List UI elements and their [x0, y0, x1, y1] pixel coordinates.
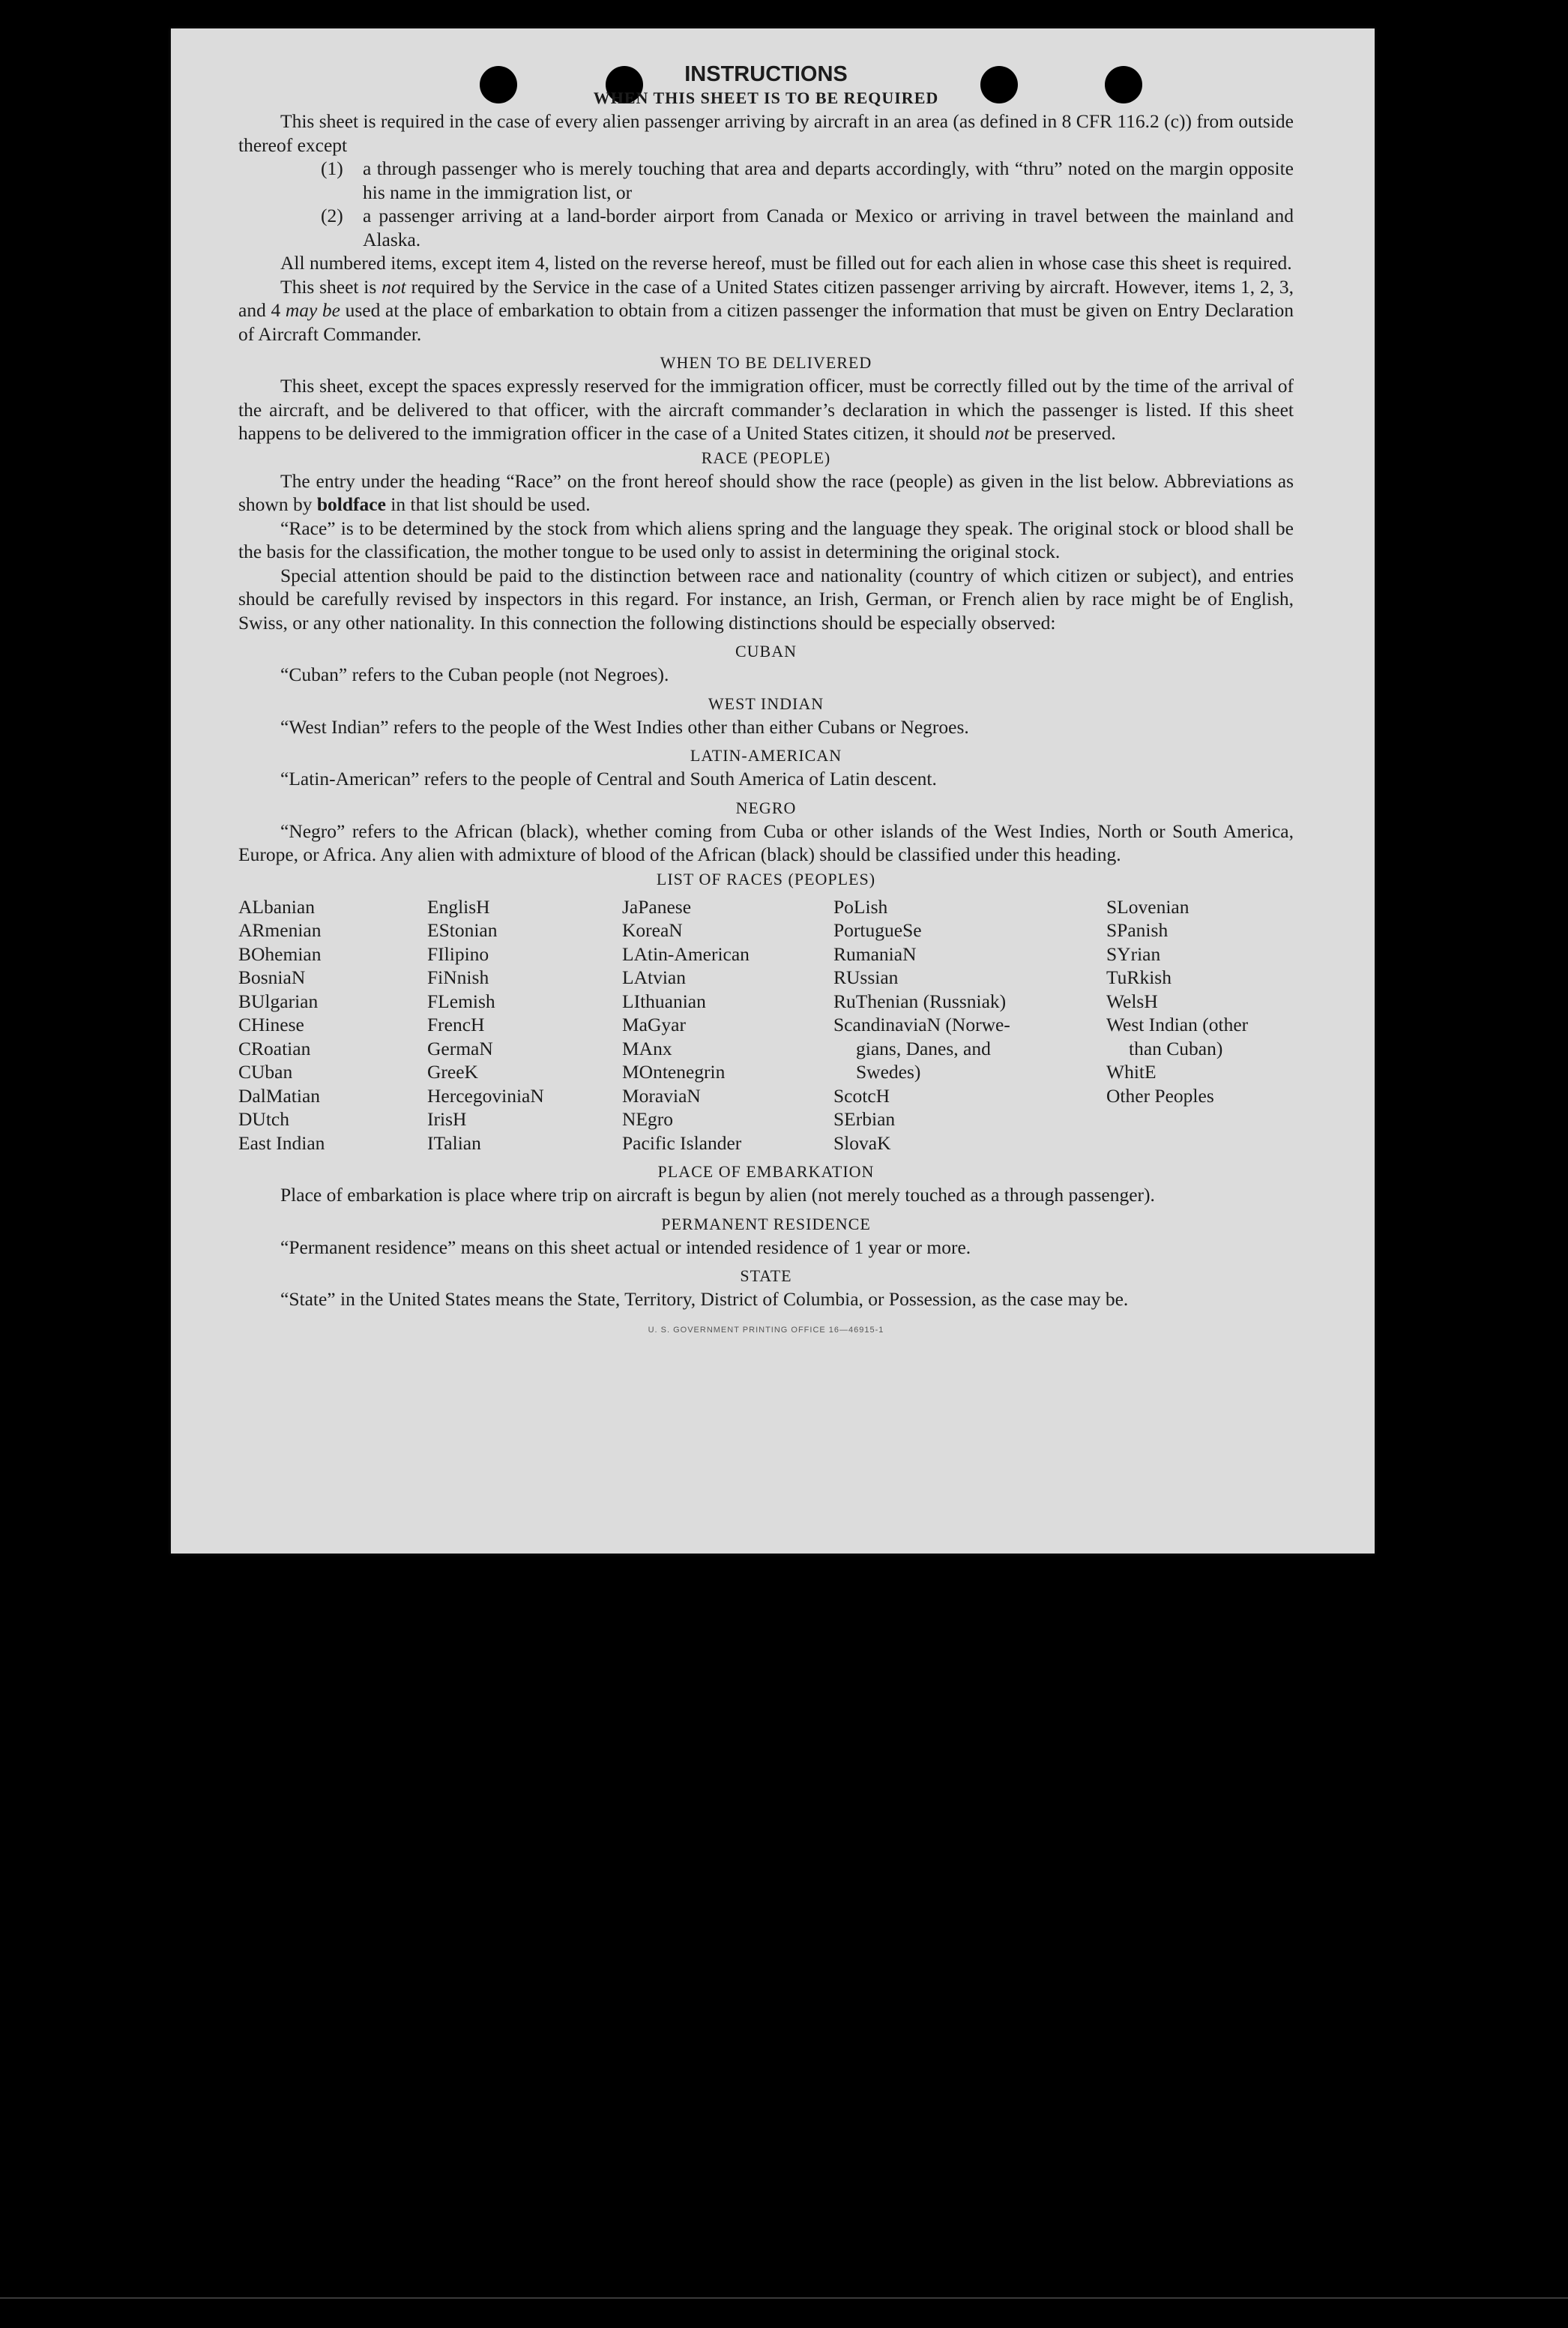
race-item: ScotcH: [833, 1084, 890, 1107]
race-item: WelsH: [1106, 990, 1158, 1012]
heading-list-of-races: LIST OF RACES (PEOPLES): [656, 869, 876, 888]
race-item: KoreaN: [622, 919, 683, 941]
race-item: CRoatian: [238, 1037, 311, 1059]
race-item: IrisH: [427, 1108, 467, 1130]
document-sheet: [171, 28, 1375, 1553]
race-item: EnglisH: [427, 895, 490, 918]
race-item: RumaniaN: [833, 942, 917, 965]
race-item: PoLish: [833, 895, 888, 918]
heading-negro: NEGRO: [735, 798, 797, 817]
race-item: HercegoviniaN: [427, 1084, 544, 1107]
printing-office-footer: U. S. GOVERNMENT PRINTING OFFICE 16—46915-1: [648, 1325, 884, 1335]
race-item: MaGyar: [622, 1014, 686, 1035]
race-item: FLemish: [427, 990, 495, 1012]
heading-place-of-embarkation: PLACE OF EMBARKATION: [657, 1162, 875, 1181]
heading-when-required: WHEN THIS SHEET IS TO BE REQUIRED: [593, 88, 939, 107]
races-column-5: [1106, 895, 1294, 1155]
race-item: PortugueSe: [833, 919, 922, 941]
paragraph-embarkation: Place of embarkation is place where trip on aircraft is begun by alien (not merely touched as a through passenger).: [280, 1184, 1155, 1206]
race-item: ALbanian: [238, 895, 315, 918]
race-item: SPanish: [1106, 919, 1169, 941]
item-text: a through passenger who is merely touching that area and departs accordingly, with “thru” noted on the margin opposite his name in the immigration list, or: [363, 157, 1294, 203]
exception-item-2: [321, 204, 1294, 251]
race-item: GermaN: [427, 1037, 493, 1059]
race-item: Pacific Islander: [622, 1131, 742, 1154]
race-item: RUssian: [833, 966, 899, 988]
race-item: LAtvian: [622, 966, 686, 988]
races-column-1: [238, 895, 427, 1155]
instructions-content: [238, 61, 1294, 1342]
paragraph-citizen-passenger: This sheet is not required by the Service in the case of a United States citizen passenger arriving by aircraft. However, items 1, 2, 3, and 4 may be used at the place of embarkation to obtain from a citizen passenger the information that must be given on Entry Declaration of Aircraft Commander.: [238, 275, 1294, 345]
race-item: Other Peoples: [1106, 1084, 1214, 1107]
page-title: INSTRUCTIONS: [684, 62, 848, 86]
race-item: DUtch: [238, 1108, 289, 1130]
race-item: JaPanese: [622, 895, 692, 918]
item-text: a passenger arriving at a land-border airport from Canada or Mexico or arriving in travel between the mainland and Alaska.: [363, 205, 1294, 250]
exception-item-1: [321, 157, 1294, 204]
race-item: MoraviaN: [622, 1084, 701, 1107]
race-item: SYrian: [1106, 942, 1161, 965]
race-item: GreeK: [427, 1061, 478, 1083]
races-column-3: [622, 895, 833, 1155]
paragraph-race-entry: The entry under the heading “Race” on the front hereof should show the race (people) as given in the list below. Abbreviations as shown by boldface in that list should be used.: [238, 469, 1294, 515]
race-item: CHinese: [238, 1014, 304, 1035]
heading-west-indian: WEST INDIAN: [708, 694, 824, 713]
paragraph-latin-american: “Latin-American” refers to the people of Central and South America of Latin descent.: [280, 768, 937, 789]
race-item: BOhemian: [238, 942, 322, 965]
heading-latin-american: LATIN-AMERICAN: [690, 746, 842, 765]
paragraph-delivery: This sheet, except the spaces expressly reserved for the immigration officer, must be correctly filled out by the time of the arrival of the aircraft, and be delivered to that officer, with the aircraft commander’s declaration in which the passenger is listed. If this sheet happens to be delivered to the immigration officer in the case of a United States citizen, it should not be preserved.: [238, 375, 1294, 444]
race-item: SlovaK: [833, 1131, 891, 1154]
race-item: LIthuanian: [622, 990, 706, 1012]
race-item: ITalian: [427, 1131, 481, 1154]
race-item: RuThenian (Russniak): [833, 990, 1007, 1012]
race-item: East Indian: [238, 1131, 325, 1154]
paragraph-required-intro: This sheet is required in the case of every alien passenger arriving by aircraft in an area (as defined in 8 CFR 116.2 (c)) from outside thereof except: [238, 110, 1294, 156]
paragraph-negro: “Negro” refers to the African (black), whether coming from Cuba or other islands of the West Indies, North or South America, Europe, or Africa. Any alien with admixture of blood of the African (black) should be classified under this heading.: [238, 819, 1294, 865]
races-column-2: [427, 895, 622, 1155]
paragraph-residence: “Permanent residence” means on this sheet actual or intended residence of 1 year or more.: [280, 1236, 971, 1258]
race-item: Swedes): [856, 1061, 921, 1083]
race-item: FIlipino: [427, 942, 489, 965]
race-item: ARmenian: [238, 919, 322, 941]
heading-race: RACE (PEOPLE): [701, 448, 831, 467]
race-item: FrencH: [427, 1014, 485, 1035]
scan-edge-line: [0, 2297, 1568, 2299]
race-item: West Indian (other: [1106, 1014, 1249, 1035]
race-item: WhitE: [1106, 1061, 1157, 1083]
race-item: DalMatian: [238, 1084, 321, 1107]
item-number: (2): [321, 205, 343, 226]
heading-cuban: CUBAN: [735, 642, 797, 661]
race-item: SErbian: [833, 1108, 896, 1130]
race-item: NEgro: [622, 1108, 673, 1130]
paragraph-cuban: “Cuban” refers to the Cuban people (not Negroes).: [280, 664, 669, 685]
paragraph-numbered-items: All numbered items, except item 4, listed on the reverse hereof, must be filled out for each alien in whose case this sheet is required.: [280, 252, 1292, 274]
paragraph-race-stock: “Race” is to be determined by the stock from which aliens spring and the language they speak. The original stock or blood shall be the basis for the classification, the mother tongue to be used only to assist in determining the original stock.: [238, 517, 1294, 562]
races-column-4: [833, 895, 1106, 1155]
race-item: gians, Danes, and: [856, 1037, 991, 1059]
heading-permanent-residence: PERMANENT RESIDENCE: [661, 1214, 871, 1233]
race-item: SLovenian: [1106, 895, 1189, 918]
heading-when-delivered: WHEN TO BE DELIVERED: [660, 353, 872, 372]
race-item: TuRkish: [1106, 966, 1172, 988]
race-item: EStonian: [427, 919, 498, 941]
race-item: ScandinaviaN (Norwe-: [833, 1014, 1010, 1035]
race-item: BosniaN: [238, 966, 306, 988]
heading-state: STATE: [740, 1266, 792, 1285]
race-item: FiNnish: [427, 966, 489, 988]
race-item: CUban: [238, 1061, 293, 1083]
race-item: MOntenegrin: [622, 1061, 726, 1083]
paragraph-west-indian: “West Indian” refers to the people of the West Indies other than either Cubans or Negroes.: [280, 715, 969, 738]
race-item: BUlgarian: [238, 990, 319, 1012]
race-item: LAtin-American: [622, 942, 750, 965]
paragraph-state: “State” in the United States means the State, Territory, District of Columbia, or Possession, as the case may be.: [280, 1288, 1129, 1310]
race-item: than Cuban): [1129, 1037, 1223, 1059]
item-number: (1): [321, 157, 343, 179]
race-item: MAnx: [622, 1037, 672, 1059]
paragraph-race-nationality: Special attention should be paid to the distinction between race and nationality (country of which citizen or subject), and entries should be carefully revised by inspectors in this regard. For instance, an Irish, German, or French alien by race might be of English, Swiss, or any other nationality. In this connection the following distinctions should be especially observed:: [238, 564, 1294, 634]
races-list: [238, 895, 1294, 1155]
